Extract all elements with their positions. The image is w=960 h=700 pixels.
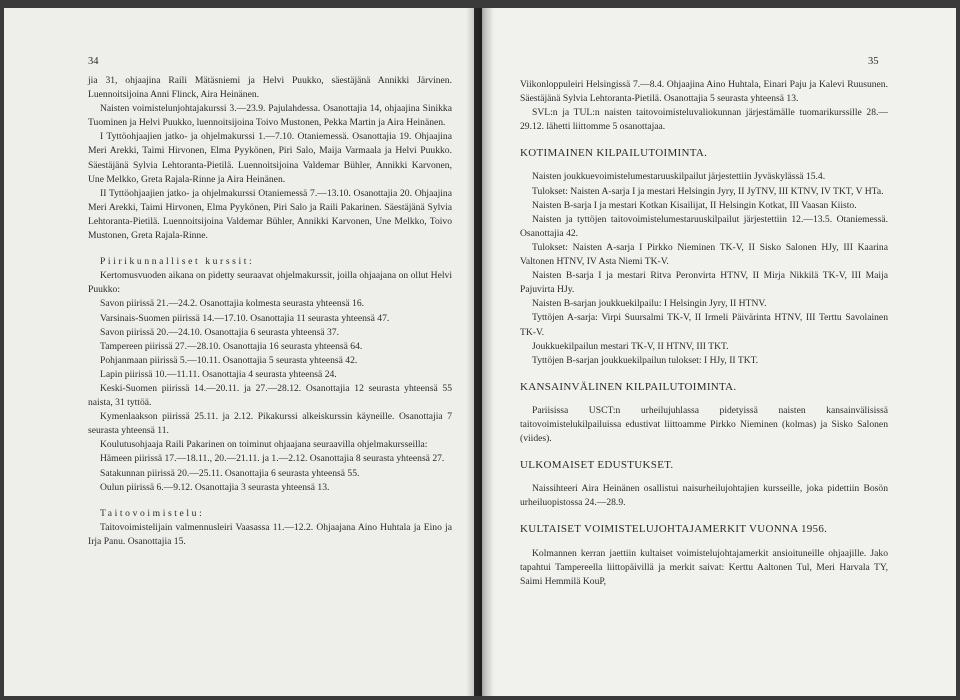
section-label: Taitovoimistelu: <box>100 507 205 519</box>
left-page <box>4 8 474 696</box>
section-heading: ULKOMAISET EDUSTUKSET. <box>520 459 674 472</box>
paragraph: II Tyttöohjaajien jatko- ja ohjelmakurssi Otaniemessä 7.—13.10. Osanottajia 20. Ohjaajina Meri Arekki, Taimi Hirvonen, Elma Pyykönen, Piri Salo ja Raili Pakarinen. Säestäjänä Sylvia Lehtoranta-Pietilä. Luennoitsijoina Valdemar Bühler, Annikki Karvonen, Une Melkko, Toivo Mustonen, Greta Rajala-Rinne. <box>88 187 452 242</box>
paragraph: Koulutusohjaaja Raili Pakarinen on toiminut ohjaajana seuraavilla ohjelmakursseilla: <box>100 439 428 451</box>
page-number-right: 35 <box>868 56 879 67</box>
section-label: Piirikunnalliset kurssit: <box>100 256 255 268</box>
paragraph: Naisten ja tyttöjen taitovoimistelumestaruuskilpailut järjestettiin 12.—13.5. Otaniemessä. Osanottajia 42. <box>520 213 888 239</box>
paragraph: Savon piirissä 20.—24.10. Osanottajia 6 seurasta yhteensä 37. <box>100 326 340 338</box>
paragraph: Naisten joukkuevoimistelumestaruuskilpailut järjestettiin Jyväskylässä 15.4. <box>532 171 826 183</box>
section-heading: KANSAINVÄLINEN KILPAILUTOIMINTA. <box>520 380 737 393</box>
paragraph: Tyttöjen A-sarja: Virpi Suursalmi TK-V, II Irmeli Päivärinta HTNV, III Terttu Savolainen TK-V. <box>520 312 888 338</box>
right-page-text <box>520 78 888 589</box>
paragraph: Oulun piirissä 6.—9.12. Osanottajia 3 seurasta yhteensä 13. <box>100 481 330 493</box>
paragraph: Viikonloppuleiri Helsingissä 7.—8.4. Ohjaajina Aino Huhtala, Einari Paju ja Kalevi Ruusunen. Säestäjänä Sylvia Lehtoranta-Pietilä. Osanottajia 5 seurasta yhteensä 13. <box>520 79 888 105</box>
paragraph: Kymenlaakson piirissä 25.11. ja 2.12. Pikakurssi alkeiskurssin käyneille. Osanottajia 7 seurasta yhteensä 11. <box>88 411 452 437</box>
paragraph: Kertomusvuoden aikana on pidetty seuraavat ohjelmakurssit, joilla ohjaajana on ollut Helvi Puukko: <box>88 270 452 296</box>
paragraph: Naisten B-sarja I ja mestari Ritva Peronvirta HTNV, II Mirja Nikkilä TK-V, III Maija Pajuvirta HJy. <box>520 270 888 296</box>
paragraph: jia 31, ohjaajina Raili Mätäsniemi ja Helvi Puukko, säestäjänä Annikki Järvinen. Luennoitsijoina Anni Flinck, Aira Heinänen. <box>88 75 452 101</box>
section-heading: KULTAISET VOIMISTELUJOHTAJAMERKIT VUONNA 1956. <box>520 523 828 536</box>
paragraph: Satakunnan piirissä 20.—25.11. Osanottajia 6 seurasta yhteensä 55. <box>100 467 360 479</box>
paragraph: I Tyttöohjaajien jatko- ja ohjelmakurssi 1.—7.10. Otaniemessä. Osanottajia 19. Ohjaajina Meri Arekki, Taimi Hirvonen, Elma Pyykönen, Piri Salo, Maija Varmaala ja Helvi Puukko. Säestäjänä Sylvia Lehtoranta-Pietilä. Luennoitsijoina Valdemar Bühler, Annikki Karvonen, Une Melkko, Greta Rajala-Rinne ja Aira Heinänen. <box>88 131 452 185</box>
paragraph: Tyttöjen B-sarjan joukkuekilpailun tulokset: I HJy, II TKT. <box>532 354 759 366</box>
book-spread <box>4 8 956 696</box>
paragraph: Savon piirissä 21.—24.2. Osanottajia kolmesta seurasta yhteensä 16. <box>100 298 365 310</box>
paragraph: Varsinais-Suomen piirissä 14.—17.10. Osanottajia 11 seurasta yhteensä 47. <box>100 312 390 324</box>
paragraph: Lapin piirissä 10.—11.11. Osanottajia 4 seurasta yhteensä 24. <box>100 368 337 380</box>
paragraph: Taitovoimistelijain valmennusleiri Vaasassa 11.—12.2. Ohjaajana Aino Huhtala ja Eino ja Irja Panu. Osanottajia 15. <box>88 521 452 547</box>
paragraph: Naisten voimistelunjohtajakurssi 3.—23.9. Pajulahdessa. Osanottajia 14, ohjaajina Sinikka Tuominen ja Helvi Puukko, luennoitsijoina Toivo Mustonen, Pekka Martin ja Aira Heinänen. <box>88 103 452 129</box>
paragraph: Naisten B-sarja I ja mestari Kotkan Kisailijat, II Helsingin Kotkat, III Vaasan Kiisto. <box>532 199 857 211</box>
paragraph: Keski-Suomen piirissä 14.—20.11. ja 27.—28.12. Osanottajia 12 seurasta yhteensä 55 naista, 31 tyttöä. <box>88 382 452 409</box>
paragraph: Hämeen piirissä 17.—18.11., 20.—21.11. ja 1.—2.12. Osanottajia 8 seurasta yhteensä 27. <box>100 453 445 465</box>
paragraph: Naissihteeri Aira Heinänen osallistui naisurheilujohtajien kursseille, joka pidettiin Bosön urheiluopistossa 24.—28.9. <box>520 483 888 509</box>
paragraph: Pariisissa USCT:n urheilujuhlassa pidetyissä naisten kansainvälisissä taitovoimistelukilpailuissa edustivat liittoamme Pirkko Nieminen (kolmas) ja Sisko Salonen (viides). <box>520 404 888 445</box>
section-heading: KOTIMAINEN KILPAILUTOIMINTA. <box>520 147 708 160</box>
paragraph: Tampereen piirissä 27.—28.10. Osanottajia 16 seurasta yhteensä 64. <box>100 340 363 352</box>
paragraph: Naisten B-sarjan joukkuekilpailu: I Helsingin Jyry, II HTNV. <box>532 298 767 310</box>
paragraph: Tulokset: Naisten A-sarja I ja mestari Helsingin Jyry, II JyTNV, III KTNV, IV TKT, V HTa. <box>532 185 884 197</box>
paragraph: Tulokset: Naisten A-sarja I Pirkko Nieminen TK-V, II Sisko Salonen HJy, III Kaarina Valtonen HTNV, IV Asta Niemi TK-V. <box>520 241 888 268</box>
right-page <box>482 8 956 696</box>
paragraph: Joukkuekilpailun mestari TK-V, II HTNV, III TKT. <box>532 340 729 352</box>
paragraph: Pohjanmaan piirissä 5.—10.11. Osanottajia 5 seurasta yhteensä 42. <box>100 354 358 366</box>
paragraph: Kolmannen kerran jaettiin kultaiset voimistelujohtajamerkit ansioituneille ohjaajille. Jako tapahtui Tampereella liittopäivillä ja merkit saivat: Kerttu Aaltonen Tul, Meri Harvala TY, Saimi Hemmilä KouP, <box>520 547 888 587</box>
paragraph: SVL:n ja TUL:n naisten taitovoimisteluvaliokunnan järjestämälle tuomarikurssille 28.—29.12. lähetti liittomme 5 osanottajaa. <box>520 107 888 133</box>
page-number-left: 34 <box>88 56 99 67</box>
left-page-text <box>88 74 452 549</box>
